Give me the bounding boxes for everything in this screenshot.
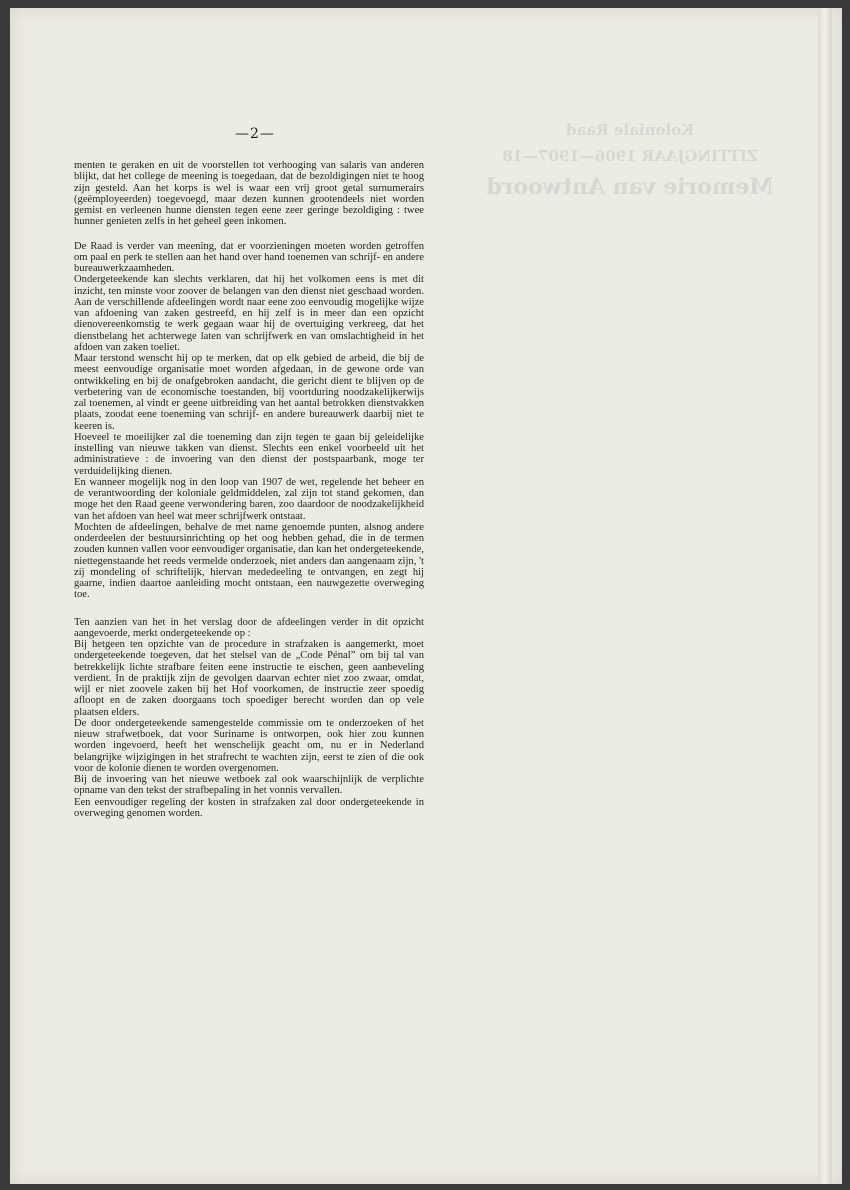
paragraph: Ten aanzien van het in het verslag door de afdeelingen verder in dit opzicht aangevoerde, merkt ondergeteekende op :: [74, 616, 424, 639]
body-text: [74, 160, 424, 819]
paragraph: Mochten de afdeelingen, behalve de met name genoemde punten, alsnog andere onderdeelen der bestuursinrichting op het oog hebben gehad, die in de termen zouden kunnen vallen voor eenvoudiger organisatie, dan kan het ondergeteekende, niettegenstaande het reeds vermelde onderzoek, niet anders dan aangenaam zijn, 't zij mondeling of schriftelijk, hiervan mededeeling te ontvangen, en zegt hij gaarne, indien daartoe aanleiding mocht ontstaan, een nauwgezette overweging toe.: [74, 521, 424, 601]
bleed-through-text: [480, 118, 780, 206]
paragraph: Hoeveel te moeilijker zal die toeneming dan zijn tegen te gaan bij geleidelijke instelling van nieuwe takken van dienst. Slechts een enkel voorbeeld uit het administratieve : de invoering van den dienst der postspaarbank, moge ter verduidelijking dienen.: [74, 431, 424, 477]
paragraph: Maar terstond wenscht hij op te merken, dat op elk gebied de arbeid, die bij de meest eenvoudige organisatie moet worden afgedaan, in de gewone orde van ontwikkeling en bij de onafgebroken aandacht, die gericht dient te blijven op de verbetering van de economische toestanden, bij voortduring noodzakelijkerwijs zal toenemen, al vindt er geene uitbreiding van het aantal betrokken dienstvakken plaats, zoodat eene toeneming van schrijf- en andere bureauwerk daarbij niet te keeren is.: [74, 353, 424, 432]
paragraph: Een eenvoudiger regeling der kosten in strafzaken zal door ondergeteekende in overweging genomen worden.: [74, 796, 424, 819]
ghost-line-2: ZITTINGJAAR 1906—1907—18: [502, 146, 758, 165]
page-number: —2—: [235, 126, 275, 142]
document-page: [10, 8, 842, 1184]
paragraph: De Raad is verder van meening, dat er voorzieningen moeten worden getroffen om paal en perk te stellen aan het hand over hand toenemen van schrijf- en andere bureauwerkzaamheden.: [74, 240, 424, 274]
page-fold: [818, 8, 832, 1184]
paragraph: menten te geraken en uit de voorstellen tot verhooging van salaris van anderen blijkt, dat het college de meening is toegedaan, dat de bezoldigingen niet te hoog zijn gesteld. Aan het korps is wel is waar een vrij groot getal surnumerairs (geëmployeerden) toegevoegd, maar dezen kunnen grootendeels niet worden gemist en verleenen hunne diensten tegen eene zeer geringe bezoldiging : twee hunner genieten zelfs in het geheel geen inkomen.: [74, 160, 424, 228]
ghost-line-1: Koloniale Raad: [566, 121, 694, 139]
paragraph: Bij de invoering van het nieuwe wetboek zal ook waarschijnlijk de verplichte opname van den tekst der strafbepaling in het vonnis vervallen.: [74, 774, 424, 797]
paragraph: En wanneer mogelijk nog in den loop van 1907 de wet, regelende het beheer en de verantwoording der koloniale geldmiddelen, zal zijn tot stand gekomen, dan moge het den Raad geene verwondering baren, zoo daardoor de noodzakelijkheid van het afdoen van heel wat meer schrijfwerk ontstaat.: [74, 476, 424, 522]
paragraph: Ondergeteekende kan slechts verklaren, dat hij het volkomen eens is met dit inzicht, ten minste voor zoover de belangen van den dienst niet geschaad worden. Aan de verschillende afdeelingen wordt naar eene zoo eenvoudig mogelijke wijze van afdoening van zaken gestreefd, en hij zelf is in meer dan een opzicht dienovereenkomstig te werk gegaan waar hij de overtuiging verkreeg, dat het dienstbelang het achterwege laten van schrijfwerk en van omslachtigheid in het afdoen van zaken toeliet.: [74, 274, 424, 353]
paragraph: Bij hetgeen ten opzichte van de procedure in strafzaken is aangemerkt, moet ondergeteekende toegeven, dat het stelsel van de „Code Pénal” om bij tal van betrekkelijk lichte strafbare feiten eene instructie te eischen, geen aanbeveling verdient. In de praktijk zijn de gevolgen daarvan echter niet zoo zwaar, omdat, wijl er niet zoovele zaken bij het Hof voorkomen, de instructie zeer spoedig afloopt en de zaken doorgaans toch spoediger berecht worden dan op vele plaatsen elders.: [74, 639, 424, 718]
ghost-line-3: Memorie van Antwoord: [486, 174, 774, 200]
paragraph: De door ondergeteekende samengestelde commissie om te onderzoeken of het nieuw strafwetboek, dat voor Suriname is ontworpen, ook hier zou kunnen worden ingevoerd, heeft het wenschelijk geacht om, nu er in Nederland belangrijke wijzigingen in het strafrecht te wachten zijn, eerst te zien of die ook voor de kolonie dienen te worden overgenomen.: [74, 717, 424, 774]
